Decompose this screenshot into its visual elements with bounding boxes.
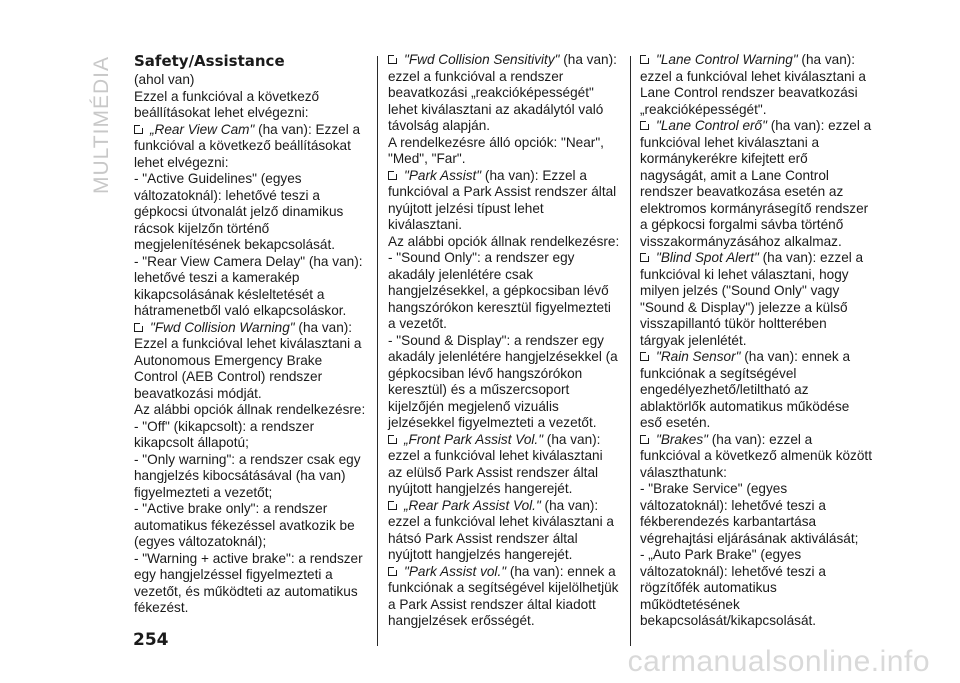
entry-name: „Rear Park Assist Vol." — [404, 497, 541, 513]
entry-fwd-collision-warning — [134, 320, 366, 617]
entry-name: "Fwd Collision Sensitivity" — [404, 52, 560, 67]
info-box-icon — [134, 125, 143, 134]
entry-rear-park-assist-vol — [388, 498, 620, 564]
info-box-icon — [388, 55, 397, 64]
entry-text: (ha van): ezzel a funkcióval lehet kiválasztani az elülső Park Assist rendszer által nyújtott hangjelzés hangerejét. — [388, 431, 603, 496]
entry-text: (ha van): Ezzel a funkcióval lehet kiválasztani a Autonomous Emergency Brake Control (AEB Control) rendszer beavatkozási módját. Az alábbi opciók állnak rendelkezésre: - "Off" (kikapcsolt): a rendszer kikapcsolt állapotú; - "Only warning": a rendszer csak egy hangjelzés kibocsátásával (ha van) figyelmezteti a vezetőt; - "Active brake only": a rendszer automatikus fékezéssel avatkozik be (egyes változatoknál); - "Warning + active brake": a rendszer egy hangjelzéssel figyelmezteti a vezetőt, és működteti az automatikus fékezést. — [134, 319, 366, 615]
entry-text: (ha van): Ezzel a funkcióval a következő beállításokat lehet elvégezni: — [134, 121, 361, 170]
entry-lane-control-force — [640, 118, 872, 250]
entry-text: (ha van): ezzel a funkcióval lehet kiválasztani a Lane Control rendszer beavatkozási „reakcióképességét". — [640, 52, 866, 117]
watermark: carmanualsonline.info — [627, 645, 930, 678]
entry-name: "Lane Control erő" — [656, 118, 767, 133]
section-title: Safety/Assistance — [134, 52, 285, 70]
entry-name: "Fwd Collision Warning" — [150, 319, 295, 335]
info-box-icon — [388, 501, 397, 510]
info-box-icon — [640, 253, 649, 262]
text-column-2 — [388, 52, 620, 630]
entry-text: (ha van): ezzel a funkcióval a rendszer beavatkozási „reakcióképességét" lehet kiválasztani az akadálytól való távolság alapján. A rendelkezésre álló opciók: "Near", "Med", "Far". — [388, 52, 617, 166]
section-side-tab-label: MULTIMÉDIA — [90, 56, 113, 194]
entry-name: "Blind Spot Alert" — [656, 250, 759, 265]
entry-rear-view-cam-list: - "Active Guidelines" (egyes változatoknál): lehetővé teszi a gépkocsi útvonalát jelző dinamikus rácsok kijelzőn történő megjelenítésének bekapcsolását. - "Rear View Camera Delay" (ha van): lehetővé teszi a kamerakép kikapcsolásának késleltetését a hátramenetből való elkapcsoláskor. — [134, 171, 363, 318]
entry-blind-spot-alert — [640, 250, 872, 349]
entry-front-park-assist-vol — [388, 432, 620, 498]
entry-name: "Park Assist" — [404, 167, 482, 183]
entry-text: (ha van): Ezzel a funkcióval a Park Assist rendszer által nyújtott jelzési típust lehet kiválasztani. Az alábbi opciók állnak rendelkezésre: - "Sound Only": a rendszer egy akadály jelenlétére csak hangjelzésekkel, a gépkocsiban lévő hangszórókon keresztül figyelmezteti a vezetőt. - "Sound & Display": a rendszer egy akadály jelenlétére hangjelzésekkel (a gépkocsiban lévő hangszórókon keresztül) és a műszercsoport kijelzőjén megjelenő vizuális jelzésekkel figyelmezteti a vezetőt. — [388, 167, 620, 430]
entry-name: „Front Park Assist Vol." — [404, 431, 544, 447]
info-box-icon — [640, 352, 649, 361]
entry-text: (ha van): ezzel a funkcióval lehet kiválasztani a kormánykerékre kifejtett erő nagyságát, amit a Lane Control rendszer beavatkozása esetén az elektromos kormányrásegítő rendszer a gépkocsi forgalmi sávba történő visszakormányzásához alkalmaz. — [640, 118, 872, 249]
info-box-icon — [640, 55, 649, 64]
section-side-tab — [90, 56, 114, 194]
info-box-icon — [388, 435, 397, 444]
info-box-icon — [640, 435, 649, 444]
text-column-3 — [640, 52, 872, 630]
entry-brakes — [640, 432, 872, 630]
entry-name: "Park Assist vol." — [404, 563, 507, 579]
column-divider-1 — [377, 56, 378, 646]
info-box-icon — [134, 323, 143, 332]
entry-name: "Rain Sensor" — [656, 349, 741, 364]
entry-name: „Rear View Cam" — [150, 121, 255, 137]
text-column-1 — [134, 52, 366, 617]
info-box-icon — [640, 121, 649, 130]
entry-fwd-collision-sensitivity — [388, 52, 620, 168]
entry-text: (ha van): ezzel a funkcióval lehet kiválasztani a hátsó Park Assist rendszer által nyújtott hangjelzés hangerejét. — [388, 497, 614, 562]
paragraph-intro: Ezzel a funkcióval a következő beállításokat lehet elvégezni: — [134, 88, 320, 120]
info-box-icon — [388, 171, 397, 180]
page-number: 254 — [133, 630, 169, 650]
entry-name: "Brakes" — [656, 431, 708, 447]
entry-park-assist — [388, 168, 620, 432]
column-divider-2 — [630, 56, 631, 646]
info-box-icon — [388, 567, 397, 576]
entry-text: (ha van): ennek a funkciónak a segítségével kijelölhetjük a Park Assist rendszer által kiadott hangjelzések erősségét. — [388, 563, 619, 628]
entry-lane-control-warning — [640, 52, 872, 118]
paragraph-availability: (ahol van) — [134, 72, 195, 87]
entry-text: (ha van): ezzel a funkcióval ki lehet választani, hogy milyen jelzés ("Sound Only" vagy "Sound & Display") jelezze a külső visszapillantó tükör holtterében tárgyak jelenlétét. — [640, 250, 864, 348]
entry-rain-sensor — [640, 349, 872, 432]
entry-rear-view-cam — [134, 122, 366, 172]
entry-text: (ha van): ennek a funkciónak a segítségével engedélyezhető/letiltható az ablaktörlők automatikus működése eső esetén. — [640, 349, 851, 430]
entry-name: "Lane Control Warning" — [656, 52, 798, 67]
entry-text: (ha van): ezzel a funkcióval a következő almenük között választhatunk: - "Brake Service" (egyes változatoknál): lehetővé teszi a fékberendezés karbantartása végrehajtási eljárásának aktiválását; - „Auto Park Brake" (egyes változatoknál): lehetővé teszi a rögzítőfék automatikus működtetésének bekapcsolását/kikapcsolását. — [640, 431, 872, 628]
entry-park-assist-vol — [388, 564, 620, 630]
